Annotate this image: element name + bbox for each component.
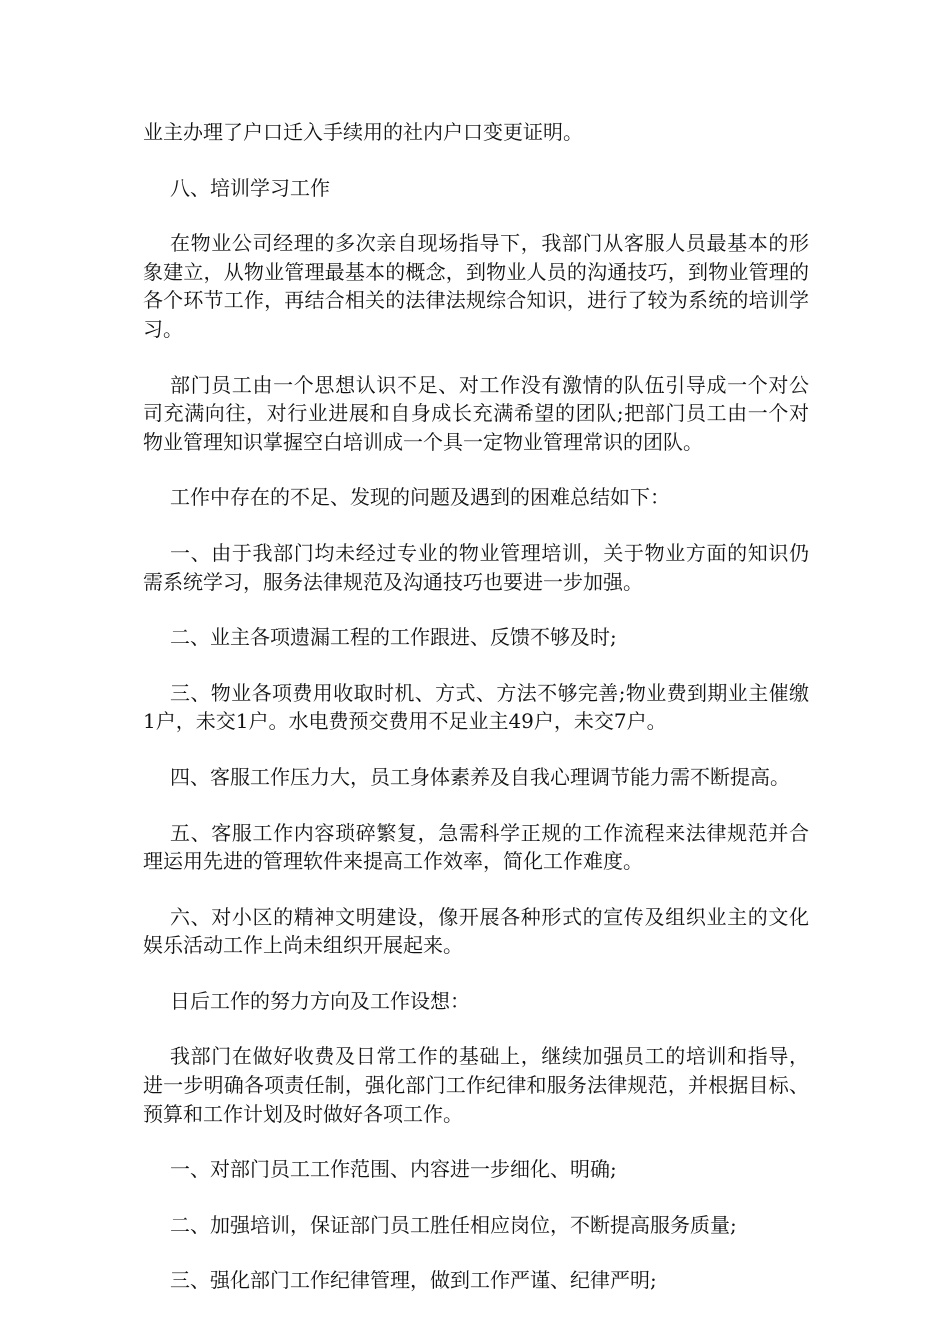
paragraph-future-plans: 我部门在做好收费及日常工作的基础上，继续加强员工的培训和指导，进一步明确各项责任制，强化部门工作纪律和服务法律规范，并根据目标、预算和工作计划及时做好各项工作。 bbox=[143, 1044, 809, 1126]
plan-item-2: 二、加强培训，保证部门员工胜任相应岗位，不断提高服务质量; bbox=[170, 1212, 737, 1237]
shortcoming-item-6: 六、对小区的精神文明建设，像开展各种形式的宣传及组织业主的文化娱乐活动工作上尚未组织开展起来。 bbox=[143, 904, 809, 958]
document-page bbox=[143, 118, 809, 1322]
heading-shortcomings: 工作中存在的不足、发现的问题及遇到的困难总结如下： bbox=[170, 485, 670, 510]
shortcoming-item-2: 二、业主各项遗漏工程的工作跟进、反馈不够及时; bbox=[170, 625, 617, 650]
shortcoming-item-4: 四、客服工作压力大，员工身体素养及自我心理调节能力需不断提高。 bbox=[170, 764, 790, 789]
paragraph-continuation: 业主办理了户口迁入手续用的社内户口变更证明。 bbox=[143, 120, 583, 144]
plan-item-3: 三、强化部门工作纪律管理，做到工作严谨、纪律严明; bbox=[170, 1268, 657, 1293]
heading-future-plans: 日后工作的努力方向及工作设想： bbox=[170, 988, 470, 1013]
shortcoming-item-5: 五、客服工作内容琐碎繁复，急需科学正规的工作流程来法律规范并合理运用先进的管理软件来提高工作效率，简化工作难度。 bbox=[143, 820, 809, 874]
paragraph-team-development: 部门员工由一个思想认识不足、对工作没有激情的队伍引导成一个对公司充满向往，对行业进展和自身成长充满希望的团队;把部门员工由一个对物业管理知识掌握空白培训成一个具一定物业管理常识的团队。 bbox=[143, 372, 809, 454]
shortcoming-item-3: 三、物业各项费用收取时机、方式、方法不够完善;物业费到期业主催缴1户，未交1户。水电费预交费用不足业主49户，未交7户。 bbox=[143, 680, 809, 734]
paragraph-training-details: 在物业公司经理的多次亲自现场指导下，我部门从客服人员最基本的形象建立，从物业管理最基本的概念，到物业人员的沟通技巧，到物业管理的各个环节工作，再结合相关的法律法规综合知识，进行了较为系统的培训学习。 bbox=[143, 231, 809, 341]
shortcoming-item-1: 一、由于我部门均未经过专业的物业管理培训，关于物业方面的知识仍需系统学习，服务法律规范及沟通技巧也要进一步加强。 bbox=[143, 540, 809, 594]
section-heading-training: 八、培训学习工作 bbox=[170, 175, 330, 200]
plan-item-1: 一、对部门员工工作范围、内容进一步细化、明确; bbox=[170, 1157, 617, 1182]
